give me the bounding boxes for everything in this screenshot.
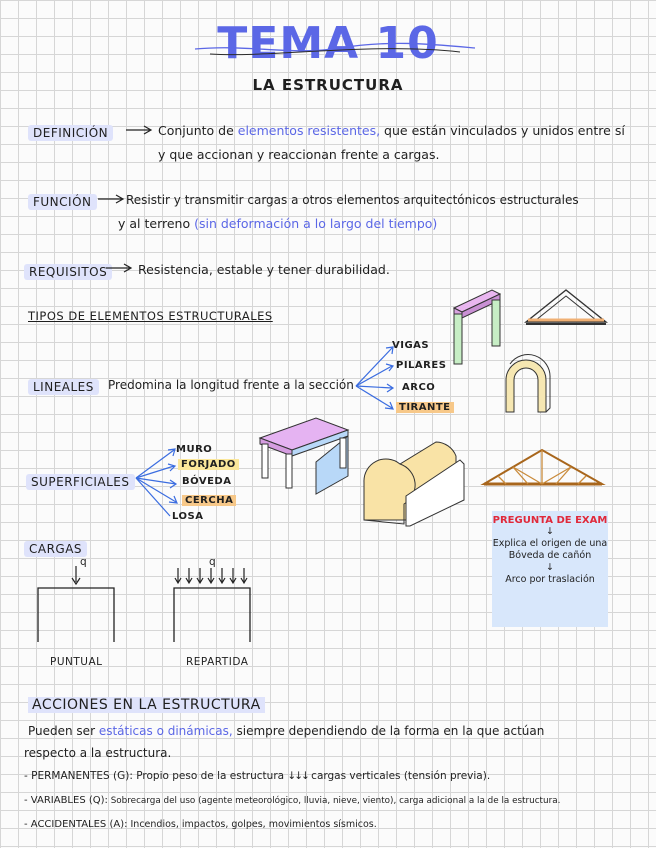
funcion-label-wrap bbox=[28, 191, 97, 210]
variables-label: - VARIABLES (Q): bbox=[24, 795, 108, 806]
definicion-text-highlight: elementos resistentes, bbox=[237, 123, 381, 138]
down-arrow-icon: ↓ bbox=[546, 562, 554, 573]
requisitos-label: REQUISITOS bbox=[24, 264, 112, 280]
definicion-label-wrap bbox=[28, 122, 113, 141]
funcion-text-line2 bbox=[118, 213, 437, 235]
exam-line-3: Arco por traslación bbox=[505, 574, 595, 585]
lineales-item-tirante: TIRANTE bbox=[396, 402, 454, 413]
repartida-label: REPARTIDA bbox=[186, 656, 249, 668]
acciones-intro-b: siempre dependiendo de la forma en la que actúan bbox=[232, 724, 545, 738]
acciones-intro-a: Pueden ser bbox=[28, 724, 99, 738]
cargas-title-wrap bbox=[24, 538, 87, 557]
lineales-item-arco: ARCO bbox=[402, 382, 436, 393]
puntual-label: PUNTUAL bbox=[50, 656, 103, 668]
funcion-label: FUNCIÓN bbox=[28, 194, 97, 210]
arch-illustration bbox=[498, 352, 554, 416]
superficiales-item-cercha: CERCHA bbox=[182, 495, 236, 506]
permanentes-text-2: cargas verticales (tensión previa). bbox=[311, 770, 491, 782]
lineales-label: LINEALES bbox=[28, 379, 99, 395]
down-arrows-icon: ↓↓↓ bbox=[287, 770, 308, 782]
exam-line-1: Explica el origen de una bbox=[492, 538, 608, 549]
arrow-right-icon bbox=[124, 124, 154, 136]
vault-illustration bbox=[360, 434, 470, 528]
lineales-text: Predomina la longitud frente a la sección bbox=[108, 378, 354, 392]
superficiales-label: SUPERFICIALES bbox=[26, 474, 135, 490]
requisitos-label-wrap bbox=[24, 261, 112, 280]
funcion-text-highlight: (sin deformación a lo largo del tiempo) bbox=[194, 216, 438, 231]
arrow-right-icon bbox=[104, 262, 134, 274]
page-subtitle: LA ESTRUCTURA bbox=[252, 76, 404, 94]
permanentes-text-1: Propio peso de la estructura bbox=[136, 770, 285, 782]
point-load-diagram bbox=[34, 562, 120, 646]
accidentales-label: - ACCIDENTALES (A): bbox=[24, 819, 128, 830]
truss-tie-illustration bbox=[522, 286, 610, 330]
exam-line-2: Bóveda de cañón bbox=[508, 550, 592, 561]
lineales-label-wrap bbox=[28, 376, 99, 395]
superficiales-item-forjado: FORJADO bbox=[178, 459, 239, 470]
exam-question-box bbox=[492, 511, 608, 627]
tipos-title: TIPOS DE ELEMENTOS ESTRUCTURALES bbox=[28, 309, 273, 323]
superficiales-item-boveda: BÓVEDA bbox=[182, 476, 232, 487]
acciones-title: ACCIONES EN LA ESTRUCTURA bbox=[28, 697, 265, 713]
lineales-arrows bbox=[352, 340, 398, 418]
cargas-title: CARGAS bbox=[24, 541, 87, 557]
lineales-item-pilares: PILARES bbox=[396, 360, 447, 371]
repartida-q-label: q bbox=[209, 556, 216, 568]
lineales-item-vigas: VIGAS bbox=[392, 340, 430, 351]
distributed-load-diagram bbox=[168, 562, 258, 646]
acciones-intro-highlight: estáticas o dinámicas, bbox=[98, 724, 233, 738]
superficiales-item-losa: LOSA bbox=[172, 511, 204, 522]
variables-line bbox=[24, 792, 644, 810]
superficiales-label-wrap bbox=[26, 471, 135, 490]
definicion-label: DEFINICIÓN bbox=[28, 125, 113, 141]
definicion-text-line2: y que accionan y reaccionan frente a cargas. bbox=[158, 147, 440, 162]
down-arrow-icon: ↓ bbox=[546, 526, 554, 537]
exam-title: PREGUNTA DE EXAM bbox=[492, 515, 608, 526]
definicion-text-b: que están vinculados y unidos entre sí bbox=[380, 123, 625, 138]
funcion-text-line1: Resistir y transmitir cargas a otros elementos arquitectónicos estructurales bbox=[126, 193, 579, 207]
variables-text: Sobrecarga del uso (agente meteorológico, lluvia, nieve, viento), carga adicional a la de la estructura. bbox=[110, 796, 561, 806]
slab-illustration bbox=[256, 414, 352, 500]
puntual-q-label: q bbox=[80, 556, 87, 568]
arrow-right-icon bbox=[96, 193, 126, 205]
page-title: TEMA 10 bbox=[217, 18, 439, 69]
accidentales-line bbox=[24, 816, 644, 834]
permanentes-label: - PERMANENTES (G): bbox=[24, 770, 133, 782]
acciones-intro bbox=[28, 720, 648, 742]
acciones-intro-line2: respecto a la estructura. bbox=[24, 746, 172, 760]
accidentales-text: Incendios, impactos, golpes, movimientos sísmicos. bbox=[130, 819, 377, 830]
funcion-text-a: y al terreno bbox=[118, 216, 195, 231]
permanentes-line bbox=[24, 767, 644, 785]
definicion-text bbox=[158, 120, 638, 142]
definicion-text-a: Conjunto de bbox=[158, 123, 238, 138]
requisitos-text: Resistencia, estable y tener durabilidad. bbox=[138, 262, 390, 277]
title-scribble-decoration bbox=[190, 34, 480, 64]
truss-illustration bbox=[478, 444, 610, 492]
superficiales-item-muro: MURO bbox=[176, 444, 213, 455]
